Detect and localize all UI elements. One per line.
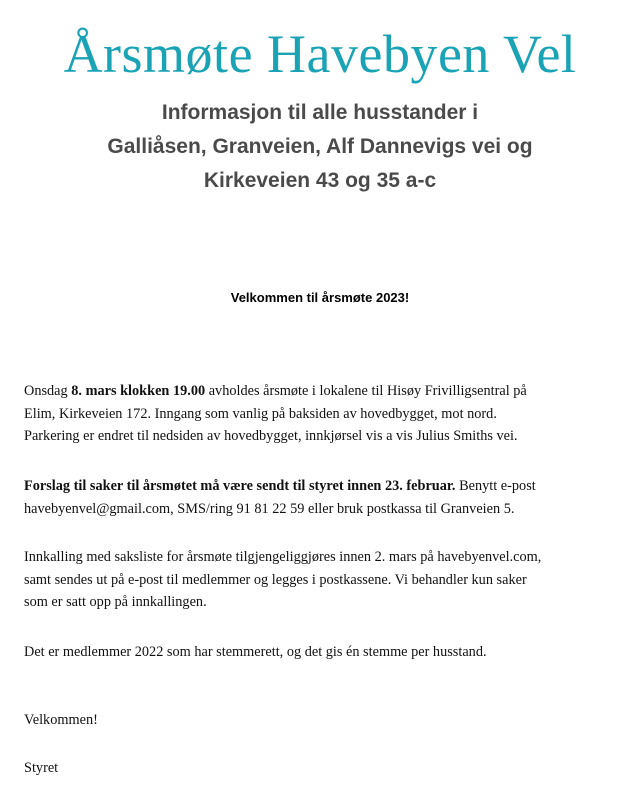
subtitle-line: Galliåsen, Granveien, Alf Dannevigs vei og xyxy=(107,135,533,158)
signature: Styret xyxy=(24,760,59,776)
proposal-deadline: Forslag til saker til årsmøtet må være sendt til styret innen 23. februar. xyxy=(24,478,456,494)
welcome-heading: Velkommen til årsmøte 2023! xyxy=(230,290,410,305)
subtitle-line: Kirkeveien 43 og 35 a-c xyxy=(203,169,437,192)
text-line: som er satt opp på innkallingen. xyxy=(24,594,207,611)
closing-greeting: Velkommen! xyxy=(24,712,98,728)
text-line: samt sendes ut på e-post til medlemmer og legges i postkassene. Vi behandler kun saker xyxy=(24,571,527,588)
document-subtitle xyxy=(40,96,600,198)
text-line xyxy=(24,380,624,403)
text-line: Parkering er endret til nedsiden av hovedbygget, innkjørsel vis a vis Julius Smiths vei. xyxy=(24,428,518,445)
subtitle-line: Informasjon til alle husstander i xyxy=(161,101,479,124)
document-title: Årsmøte Havebyen Vel xyxy=(63,24,577,84)
meeting-info-paragraph xyxy=(24,380,624,448)
text-fragment: Benytt e-post xyxy=(455,478,536,494)
proposal-deadline-paragraph xyxy=(24,475,624,520)
text-line xyxy=(24,475,624,498)
voting-rights-paragraph: Det er medlemmer 2022 som har stemmerett, og det gis én stemme per husstand. xyxy=(24,644,487,660)
agenda-paragraph xyxy=(24,546,624,614)
text-line: Elim, Kirkeveien 172. Inngang som vanlig på baksiden av hovedbygget, mot nord. xyxy=(24,405,497,422)
text-fragment: avholdes årsmøte i lokalene til Hisøy Frivilligsentral på xyxy=(205,383,527,399)
text-line: Innkalling med saksliste for årsmøte tilgjengeliggjøres innen 2. mars på havebyenvel.com, xyxy=(24,549,542,565)
meeting-date-time: 8. mars klokken 19.00 xyxy=(71,383,206,399)
text-fragment: Onsdag xyxy=(24,383,72,399)
contact-info-line: havebyenvel@gmail.com, SMS/ring 91 81 22 59 eller bruk postkassa til Granveien 5. xyxy=(24,500,515,517)
